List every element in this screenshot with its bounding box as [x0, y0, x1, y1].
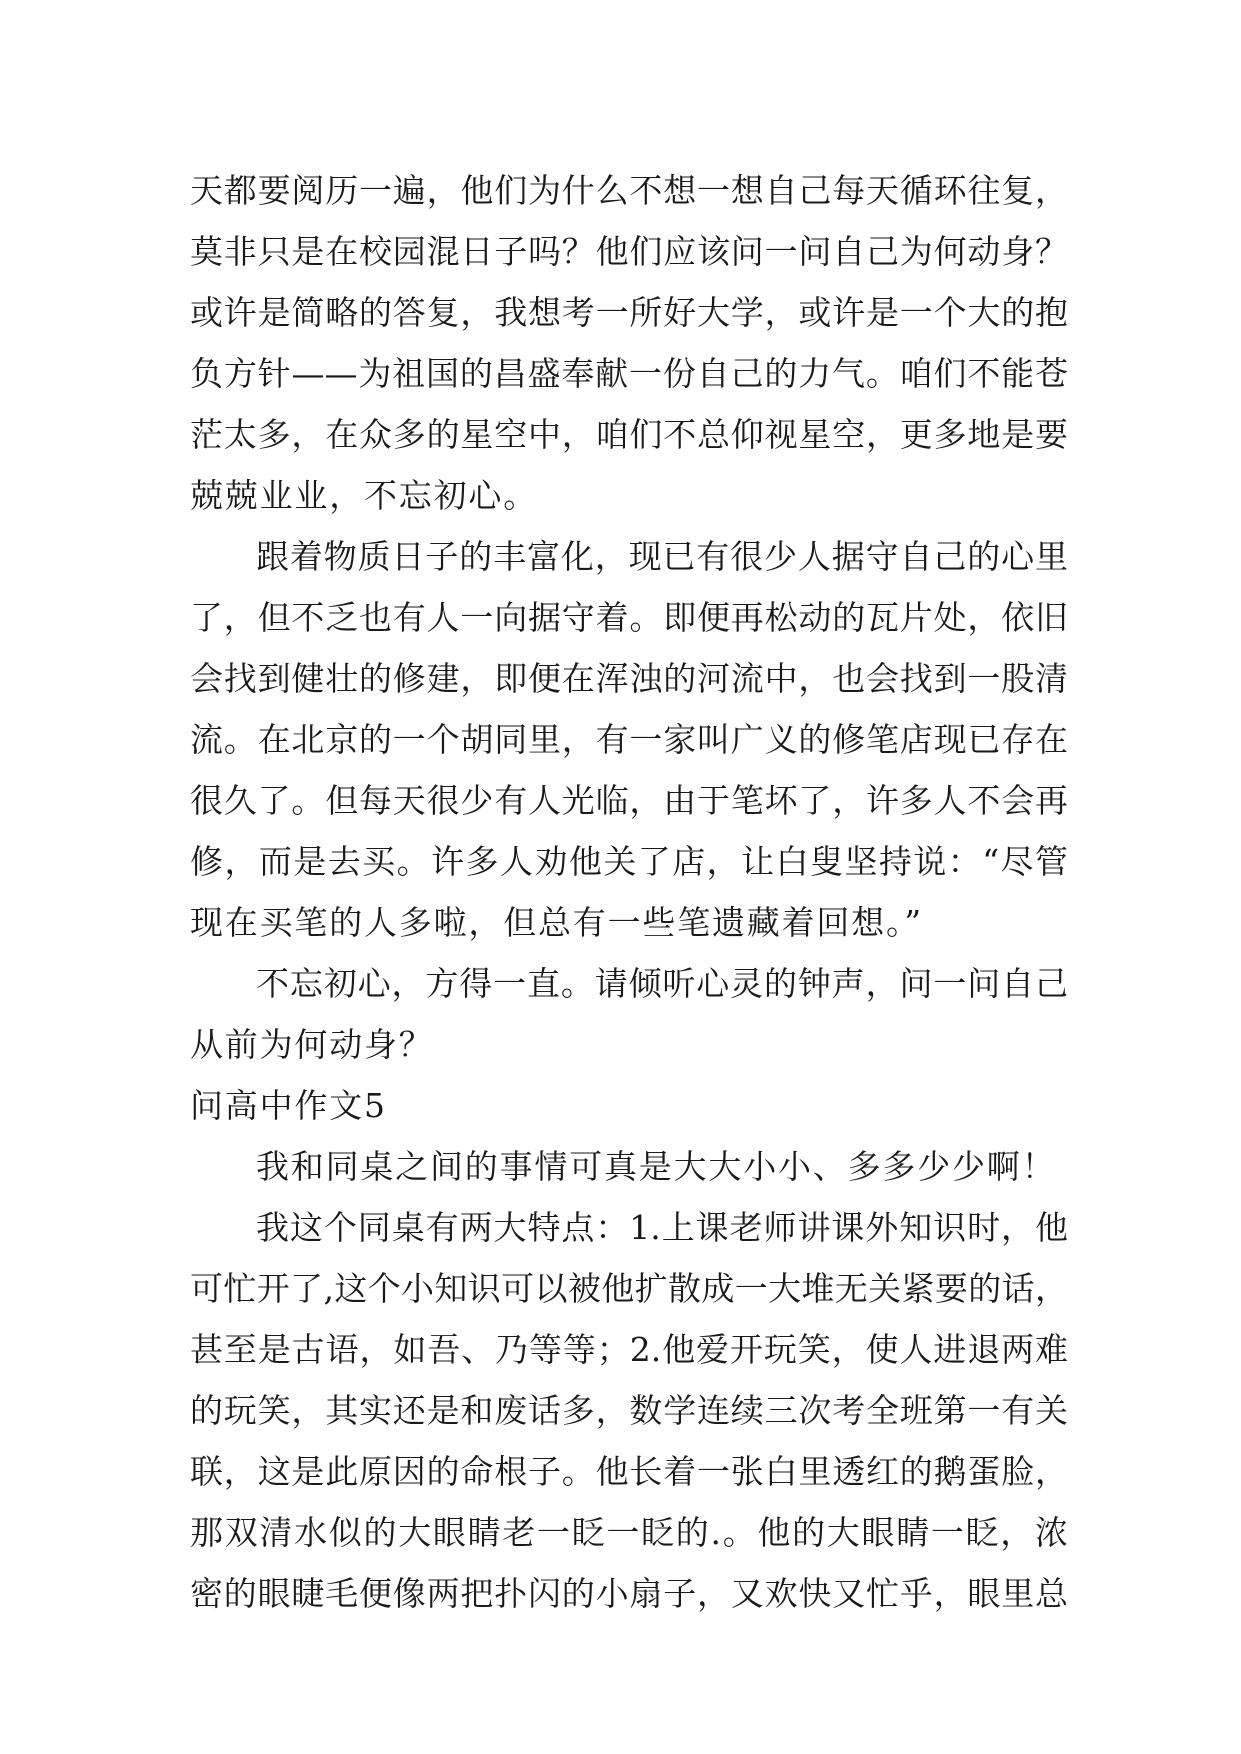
section-heading: 问高中作文5	[190, 1086, 387, 1125]
text-line: 流。在北京的一个胡同里，有一家叫广义的修笔店现已存在	[190, 720, 1068, 759]
document-body	[190, 160, 1068, 1624]
text-line: 甚至是古语，如吾、乃等等；2.他爱开玩笑，使人进退两难	[190, 1330, 1068, 1369]
paragraph-first-line: 我这个同桌有两大特点：1.上课老师讲课外知识时，他	[256, 1208, 1068, 1247]
text-line: 的玩笑，其实还是和废话多，数学连续三次考全班第一有关	[190, 1391, 1068, 1430]
paragraph-first-line: 不忘初心，方得一直。请倾听心灵的钟声，问一问自己	[256, 964, 1068, 1003]
text-line: 兢兢业业，不忘初心。	[190, 476, 538, 515]
text-line: 那双清水似的大眼睛老一眨一眨的.。他的大眼睛一眨，浓	[190, 1513, 1068, 1552]
text-line: 可忙开了,这个小知识可以被他扩散成一大堆无关紧要的话，	[190, 1269, 1068, 1308]
paragraph-first-line: 跟着物质日子的丰富化，现已有很少人据守自己的心里	[256, 537, 1068, 576]
text-line: 茫太多，在众多的星空中，咱们不总仰视星空，更多地是要	[190, 415, 1068, 454]
text-line: 天都要阅历一遍，他们为什么不想一想自己每天循环往复，	[190, 171, 1068, 210]
text-line: 现在买笔的人多啦，但总有一些笔遗藏着回想。”	[190, 903, 923, 942]
text-line: 负方针——为祖国的昌盛奉献一份自己的力气。咱们不能苍	[190, 354, 1068, 393]
text-line: 联，这是此原因的命根子。他长着一张白里透红的鹅蛋脸，	[190, 1452, 1068, 1491]
text-line: 很久了。但每天很少有人光临，由于笔坏了，许多人不会再	[190, 781, 1068, 820]
text-line: 修，而是去买。许多人劝他关了店，让白叟坚持说：“尽管	[190, 842, 1068, 881]
text-line: 莫非只是在校园混日子吗？他们应该问一问自己为何动身？	[190, 232, 1068, 271]
text-line: 密的眼睫毛便像两把扑闪的小扇子，又欢快又忙乎，眼里总	[190, 1574, 1068, 1613]
text-line: 了，但不乏也有人一向据守着。即便再松动的瓦片处，依旧	[190, 598, 1068, 637]
text-line: 从前为何动身？	[190, 1025, 434, 1064]
paragraph-first-line: 我和同桌之间的事情可真是大大小小、多多少少啊！	[256, 1147, 1057, 1186]
text-line: 或许是简略的答复，我想考一所好大学，或许是一个大的抱	[190, 293, 1068, 332]
text-line: 会找到健壮的修建，即便在浑浊的河流中，也会找到一股清	[190, 659, 1068, 698]
